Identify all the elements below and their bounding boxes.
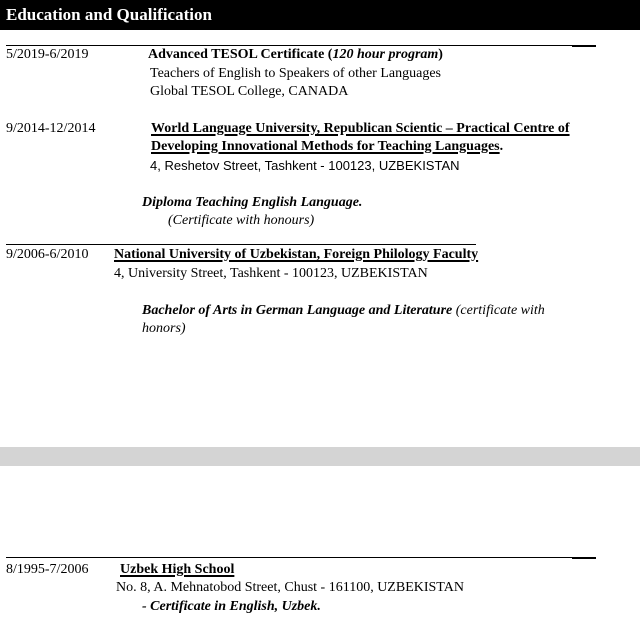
entry-qualification: Diploma Teaching English Language. (142, 195, 363, 210)
entry-note: (Certificate with honours) (168, 213, 315, 228)
entry-title: National University of Uzbekistan, Foreign Philology Faculty (114, 247, 479, 262)
entry-note-cont: honors) (142, 321, 186, 336)
entry-title (148, 46, 443, 64)
entry-qualification: Bachelor of Arts in German Language and Literature (142, 303, 453, 318)
entry-divider-end (572, 45, 596, 47)
entry-line: Teachers of English to Speakers of other Languages (150, 66, 441, 81)
entry-title-close: ) (438, 47, 443, 62)
entry-title-end: . (499, 139, 504, 154)
entry-title-italic: 120 hour program (332, 47, 439, 62)
entry-divider (6, 557, 572, 558)
entry-address: 4, Reshetov Street, Tashkent - 100123, UZBEKISTAN (150, 158, 460, 173)
entry-title-text: Advanced TESOL Certificate ( (148, 47, 333, 62)
entry-line: Global TESOL College, CANADA (150, 84, 349, 99)
entry-divider-end (572, 557, 596, 559)
entry-title-line2 (151, 138, 503, 156)
entry-title-line1: World Language University, Republican Scientic – Practical Centre of (151, 121, 570, 136)
entry-address: No. 8, A. Mehnatobod Street, Chust - 161100, UZBEKISTAN (116, 580, 464, 595)
entry-address: 4, University Street, Tashkent - 100123, UZBEKISTAN (114, 266, 428, 281)
entry-divider (6, 244, 476, 245)
entry-dates: 8/1995-7/2006 (6, 562, 89, 577)
entry-note: (certificate with (455, 303, 545, 318)
entry-dates: 5/2019-6/2019 (6, 47, 89, 62)
section-title: Education and Qualification (0, 0, 640, 30)
entry-qualification: - Certificate in English, Uzbek. (142, 599, 321, 614)
entry-title-line2-text: Developing Innovational Methods for Teaching Languages (151, 139, 500, 154)
entry-dates: 9/2014-12/2014 (6, 121, 96, 136)
entry-qualification-line (142, 302, 545, 320)
page-break (0, 447, 640, 466)
entry-dates: 9/2006-6/2010 (6, 247, 89, 262)
entry-title: Uzbek High School (120, 562, 235, 577)
